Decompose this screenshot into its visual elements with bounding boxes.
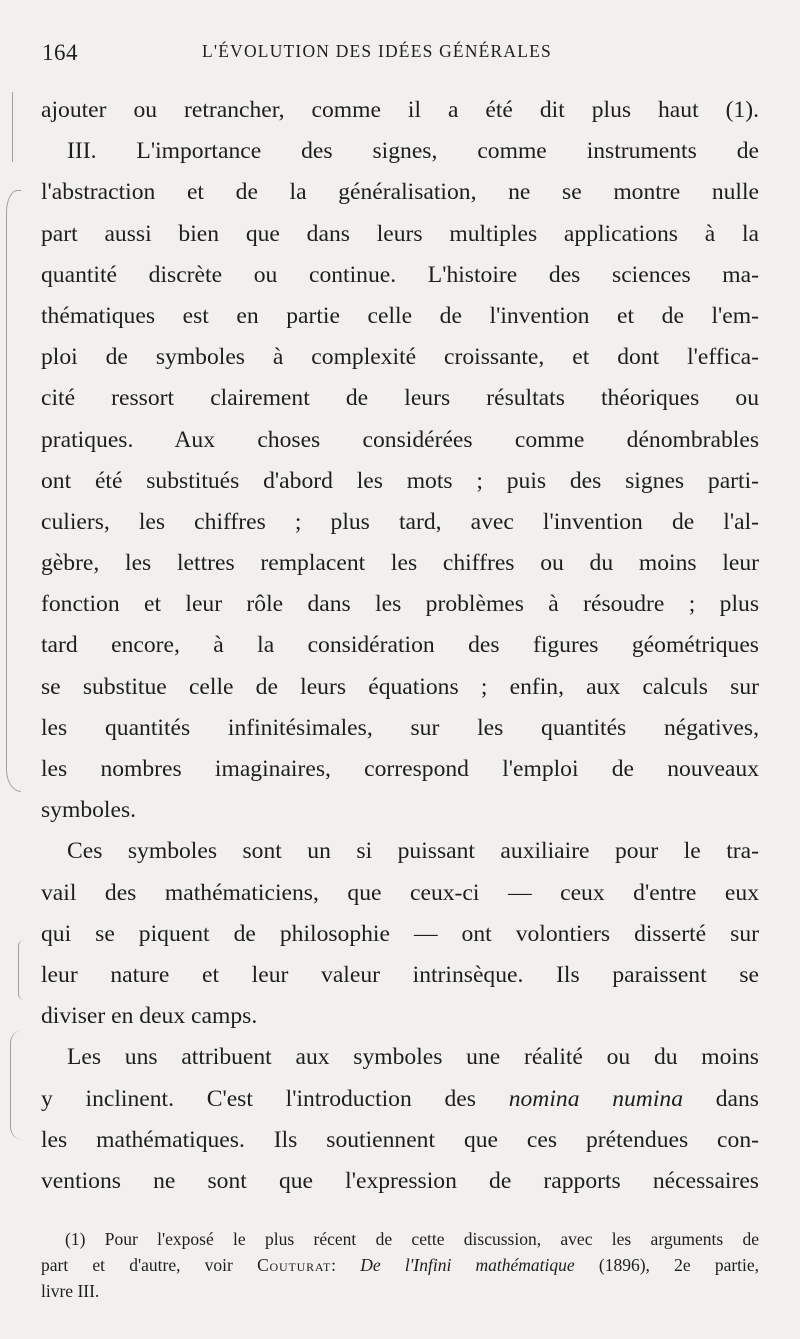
footnote-line: livre III. bbox=[41, 1281, 100, 1301]
text-line: les quantités infinitésimales, sur les quantités négatives, bbox=[41, 714, 759, 741]
margin-pencil-mark bbox=[10, 1030, 23, 1140]
text-line: ajouter ou retrancher, comme il a été dit plus haut (1). bbox=[41, 97, 759, 123]
text-line: qui se piquent de philosophie — ont volontiers disserté sur bbox=[41, 920, 759, 947]
margin-pencil-mark bbox=[18, 940, 27, 1000]
text-line: thématiques est en partie celle de l'invention et de l'em- bbox=[41, 302, 759, 329]
text-line: les mathématiques. Ils soutiennent que ces prétendues con- bbox=[41, 1126, 759, 1153]
text-line: ont été substitués d'abord les mots ; puis des signes parti- bbox=[41, 467, 759, 494]
latin-phrase: nomina numina bbox=[508, 1085, 683, 1112]
margin-pencil-mark bbox=[12, 92, 13, 162]
text-line: ploi de symboles à complexité croissante, et dont l'effica- bbox=[41, 344, 759, 371]
text-line: Ces symboles sont un si puissant auxiliaire pour le tra- bbox=[67, 838, 759, 865]
text-line: leur nature et leur valeur intrinsèque. Ils paraissent se bbox=[41, 961, 759, 988]
text-line: pratiques. Aux choses considérées comme dénombrables bbox=[41, 426, 759, 453]
text-line: tard encore, à la considération des figures géométriques bbox=[41, 632, 759, 659]
text-line: diviser en deux camps. bbox=[41, 1003, 258, 1030]
footnote-title: De l'Infini mathématique bbox=[360, 1255, 575, 1275]
text-line: les nombres imaginaires, correspond l'emploi de nouveaux bbox=[41, 756, 759, 782]
text-line: quantité discrète ou continue. L'histoire des sciences ma- bbox=[41, 261, 759, 288]
text-segment: y inclinent. C'est l'introduction des bbox=[41, 1085, 476, 1112]
text-line: vail des mathématiciens, que ceux-ci — ceux d'entre eux bbox=[41, 879, 759, 906]
text-line: Les uns attribuent aux symboles une réalité ou du moins bbox=[67, 1044, 759, 1071]
footnote-segment: : bbox=[331, 1255, 337, 1275]
running-head: L'ÉVOLUTION DES IDÉES GÉNÉRALES bbox=[202, 41, 552, 61]
text-line: gèbre, les lettres remplacent les chiffres ou du moins leur bbox=[41, 550, 759, 577]
footnote-author: Couturat bbox=[257, 1255, 332, 1275]
footnote-line: (1) Pour l'exposé le plus récent de cette discussion, avec les arguments de bbox=[65, 1229, 759, 1249]
footnote-segment: part et d'autre, voir bbox=[41, 1255, 233, 1275]
text-line: l'abstraction et de la généralisation, ne se montre nulle bbox=[41, 179, 759, 206]
footnote bbox=[41, 1226, 759, 1304]
page-header bbox=[42, 36, 758, 72]
text-line: se substitue celle de leurs équations ; enfin, aux calculs sur bbox=[41, 673, 759, 700]
text-line: cité ressort clairement de leurs résultats théoriques ou bbox=[41, 385, 759, 412]
text-line: symboles. bbox=[41, 797, 137, 824]
text-segment: dans bbox=[715, 1085, 759, 1112]
text-line: fonction et leur rôle dans les problèmes à résoudre ; plus bbox=[41, 591, 759, 618]
text-line: III. L'importance des signes, comme instruments de bbox=[67, 138, 759, 165]
text-line bbox=[41, 1079, 759, 1120]
footnote-segment: (1896), 2e partie, bbox=[598, 1255, 760, 1275]
text-line: culiers, les chiffres ; plus tard, avec l'invention de l'al- bbox=[41, 508, 759, 535]
footnote-line bbox=[41, 1252, 759, 1278]
text-line: part aussi bien que dans leurs multiples applications à la bbox=[41, 220, 759, 247]
body-text bbox=[41, 90, 759, 1202]
margin-pencil-mark bbox=[6, 190, 21, 792]
page-number: 164 bbox=[42, 40, 78, 65]
text-line: ventions ne sont que l'expression de rapports nécessaires bbox=[41, 1167, 759, 1194]
